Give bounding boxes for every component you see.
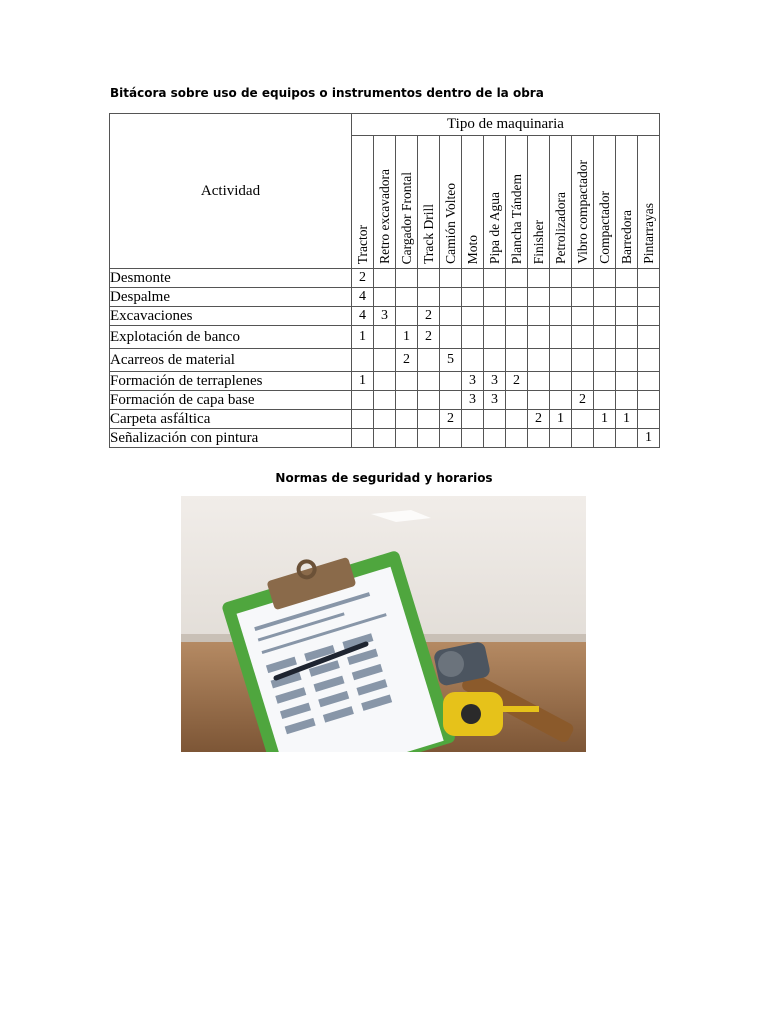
usage-count-cell	[396, 288, 418, 307]
usage-count-cell	[440, 391, 462, 410]
usage-count-cell	[352, 391, 374, 410]
usage-count-cell	[550, 349, 572, 372]
usage-count-cell	[374, 372, 396, 391]
table-row	[110, 391, 660, 410]
machinery-column-header	[550, 136, 572, 269]
usage-count-cell	[506, 391, 528, 410]
machinery-column-label: Finisher	[530, 219, 546, 264]
activity-cell: Desmonte	[110, 269, 352, 288]
usage-count-cell	[418, 429, 440, 448]
usage-count-cell	[572, 326, 594, 349]
usage-count-cell	[506, 307, 528, 326]
usage-count-cell	[374, 269, 396, 288]
table-row	[110, 326, 660, 349]
usage-count-cell: 3	[462, 372, 484, 391]
usage-count-cell	[594, 429, 616, 448]
construction-photo	[181, 496, 586, 752]
usage-count-cell	[462, 307, 484, 326]
usage-count-cell: 5	[440, 349, 462, 372]
usage-count-cell	[374, 288, 396, 307]
table-row	[110, 269, 660, 288]
usage-count-cell	[572, 307, 594, 326]
usage-count-cell	[484, 288, 506, 307]
machinery-column-label: Compactador	[596, 191, 612, 264]
usage-count-cell	[528, 326, 550, 349]
table-row	[110, 410, 660, 429]
usage-count-cell	[550, 391, 572, 410]
table-row	[110, 349, 660, 372]
usage-count-cell: 1	[352, 372, 374, 391]
table-header-row	[110, 114, 660, 136]
usage-count-cell	[374, 410, 396, 429]
table-row	[110, 307, 660, 326]
machinery-column-label: Plancha Tándem	[508, 173, 524, 264]
usage-count-cell	[506, 410, 528, 429]
usage-count-cell	[616, 269, 638, 288]
usage-count-cell	[638, 349, 660, 372]
activity-cell: Carpeta asfáltica	[110, 410, 352, 429]
usage-count-cell	[352, 429, 374, 448]
usage-count-cell	[418, 349, 440, 372]
usage-count-cell	[638, 391, 660, 410]
machinery-column-header	[594, 136, 616, 269]
usage-count-cell: 4	[352, 307, 374, 326]
usage-count-cell	[638, 288, 660, 307]
usage-count-cell	[396, 269, 418, 288]
usage-count-cell: 2	[418, 307, 440, 326]
machinery-column-header	[638, 136, 660, 269]
machinery-column-label: Petrolizadora	[552, 192, 568, 264]
activity-cell: Explotación de banco	[110, 326, 352, 349]
usage-count-cell	[396, 372, 418, 391]
usage-count-cell	[616, 372, 638, 391]
usage-count-cell	[528, 269, 550, 288]
usage-count-cell: 4	[352, 288, 374, 307]
machinery-column-header	[440, 136, 462, 269]
usage-count-cell	[484, 269, 506, 288]
usage-count-cell	[484, 307, 506, 326]
machinery-column-header	[506, 136, 528, 269]
usage-count-cell	[528, 429, 550, 448]
usage-count-cell	[616, 307, 638, 326]
usage-count-cell	[572, 429, 594, 448]
usage-count-cell	[396, 410, 418, 429]
usage-count-cell	[396, 429, 418, 448]
usage-count-cell	[594, 372, 616, 391]
usage-count-cell	[396, 391, 418, 410]
machinery-column-header	[374, 136, 396, 269]
usage-count-cell: 2	[506, 372, 528, 391]
usage-count-cell: 1	[352, 326, 374, 349]
table-row	[110, 288, 660, 307]
usage-count-cell	[616, 288, 638, 307]
table-row	[110, 372, 660, 391]
usage-count-cell	[484, 349, 506, 372]
machinery-column-label: Moto	[464, 234, 480, 264]
machinery-column-label: Retro excavadora	[376, 169, 392, 264]
usage-count-cell	[484, 410, 506, 429]
usage-count-cell	[594, 288, 616, 307]
machinery-column-label: Pipa de Agua	[486, 192, 502, 264]
usage-count-cell	[550, 372, 572, 391]
usage-count-cell: 2	[396, 349, 418, 372]
usage-count-cell: 1	[594, 410, 616, 429]
machinery-column-label: Barredora	[618, 210, 634, 264]
usage-count-cell: 1	[638, 429, 660, 448]
usage-count-cell	[506, 326, 528, 349]
usage-count-cell	[418, 372, 440, 391]
machinery-column-header	[396, 136, 418, 269]
machinery-column-header	[462, 136, 484, 269]
usage-count-cell: 1	[616, 410, 638, 429]
usage-count-cell	[594, 307, 616, 326]
machinery-column-label: Pintarrayas	[640, 203, 656, 264]
clipboard-tools-illustration	[181, 496, 586, 752]
usage-count-cell	[528, 307, 550, 326]
usage-count-cell	[352, 349, 374, 372]
machinery-column-label: Tractor	[354, 224, 370, 264]
usage-count-cell: 2	[572, 391, 594, 410]
usage-count-cell	[528, 288, 550, 307]
activity-cell: Excavaciones	[110, 307, 352, 326]
usage-count-cell	[572, 372, 594, 391]
usage-count-cell	[440, 288, 462, 307]
usage-count-cell	[440, 307, 462, 326]
machinery-column-header	[616, 136, 638, 269]
usage-count-cell	[506, 429, 528, 448]
usage-count-cell	[572, 269, 594, 288]
usage-count-cell	[506, 349, 528, 372]
usage-count-cell	[374, 429, 396, 448]
table-row	[110, 429, 660, 448]
section-title: Normas de seguridad y horarios	[275, 471, 493, 485]
usage-count-cell	[506, 269, 528, 288]
usage-count-cell: 3	[374, 307, 396, 326]
usage-count-cell	[594, 391, 616, 410]
usage-count-cell	[550, 307, 572, 326]
machinery-column-header	[352, 136, 374, 269]
usage-count-cell	[594, 326, 616, 349]
usage-count-cell	[462, 288, 484, 307]
usage-count-cell: 1	[550, 410, 572, 429]
table-body	[110, 269, 660, 448]
activity-cell: Acarreos de material	[110, 349, 352, 372]
machinery-column-header	[418, 136, 440, 269]
usage-count-cell	[550, 269, 572, 288]
usage-count-cell	[594, 349, 616, 372]
usage-count-cell: 2	[352, 269, 374, 288]
usage-count-cell	[550, 288, 572, 307]
usage-count-cell	[418, 288, 440, 307]
usage-count-cell	[638, 269, 660, 288]
usage-count-cell: 3	[484, 372, 506, 391]
usage-count-cell: 2	[440, 410, 462, 429]
usage-count-cell	[638, 372, 660, 391]
usage-count-cell	[616, 349, 638, 372]
usage-count-cell	[462, 429, 484, 448]
usage-count-cell	[462, 269, 484, 288]
usage-count-cell	[352, 410, 374, 429]
usage-count-cell	[506, 288, 528, 307]
usage-count-cell	[462, 326, 484, 349]
usage-count-cell	[572, 410, 594, 429]
usage-count-cell: 1	[396, 326, 418, 349]
machinery-column-label: Camión Volteo	[442, 183, 458, 264]
usage-count-cell	[440, 429, 462, 448]
usage-count-cell	[374, 349, 396, 372]
usage-count-cell	[638, 410, 660, 429]
activity-cell: Formación de capa base	[110, 391, 352, 410]
usage-count-cell	[550, 429, 572, 448]
usage-count-cell	[418, 391, 440, 410]
usage-count-cell	[374, 326, 396, 349]
usage-count-cell	[528, 391, 550, 410]
usage-count-cell	[462, 410, 484, 429]
usage-count-cell	[638, 307, 660, 326]
machinery-column-label: Vibro compactador	[574, 160, 590, 264]
activity-cell: Despalme	[110, 288, 352, 307]
usage-count-cell	[484, 429, 506, 448]
usage-count-cell: 2	[418, 326, 440, 349]
activity-column-header: Actividad	[110, 114, 352, 269]
usage-count-cell	[440, 372, 462, 391]
document-title: Bitácora sobre uso de equipos o instrumentos dentro de la obra	[110, 86, 544, 100]
usage-count-cell	[396, 307, 418, 326]
activity-cell: Señalización con pintura	[110, 429, 352, 448]
usage-count-cell	[440, 269, 462, 288]
usage-count-cell	[374, 391, 396, 410]
usage-count-cell	[550, 326, 572, 349]
machinery-column-label: Track Drill	[420, 204, 436, 264]
usage-count-cell	[616, 326, 638, 349]
usage-count-cell	[462, 349, 484, 372]
usage-count-cell	[616, 391, 638, 410]
usage-count-cell	[638, 326, 660, 349]
usage-count-cell: 3	[484, 391, 506, 410]
machinery-column-header	[572, 136, 594, 269]
usage-count-cell	[594, 269, 616, 288]
activity-cell: Formación de terraplenes	[110, 372, 352, 391]
usage-count-cell	[418, 269, 440, 288]
machinery-usage-table	[109, 113, 660, 448]
usage-count-cell	[528, 349, 550, 372]
usage-count-cell	[440, 326, 462, 349]
machinery-column-header	[528, 136, 550, 269]
usage-count-cell	[616, 429, 638, 448]
usage-count-cell: 3	[462, 391, 484, 410]
usage-count-cell: 2	[528, 410, 550, 429]
usage-count-cell	[484, 326, 506, 349]
usage-count-cell	[528, 372, 550, 391]
machinery-column-label: Cargador Frontal	[398, 171, 414, 264]
machinery-group-header: Tipo de maquinaria	[352, 114, 660, 136]
usage-count-cell	[572, 349, 594, 372]
machinery-column-header	[484, 136, 506, 269]
usage-count-cell	[418, 410, 440, 429]
usage-count-cell	[572, 288, 594, 307]
